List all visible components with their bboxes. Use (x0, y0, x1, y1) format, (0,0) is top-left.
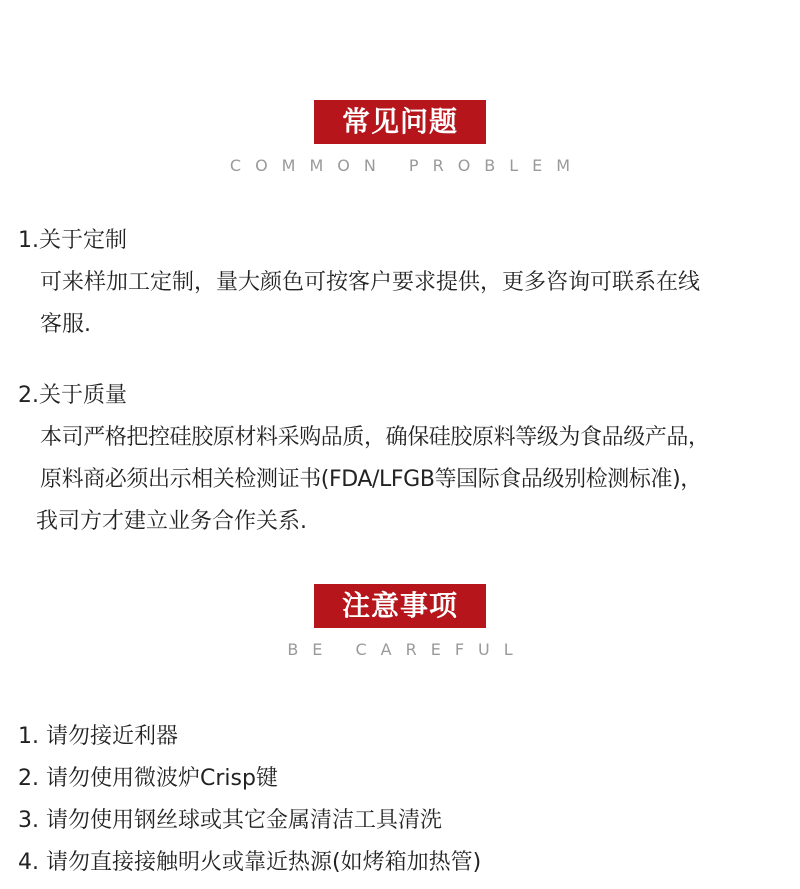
faq-answer-line: 可来样加工定制，量大颜色可按客户要求提供，更多咨询可联系在线 (40, 270, 701, 295)
faq-question-heading: 2.关于质量 (18, 383, 127, 408)
notice-item: 3. 请勿使用钢丝球或其它金属清洁工具清洗 (18, 808, 442, 833)
faq-section-header (0, 100, 800, 175)
faq-question-heading: 1.关于定制 (18, 228, 127, 253)
faq-item-customization (18, 220, 700, 346)
faq-answer-line: 我司方才建立业务合作关系. (36, 509, 307, 534)
notice-item: 4. 请勿直接接触明火或靠近热源(如烤箱加热管) (18, 850, 482, 875)
faq-answer-line: 原料商必须出示相关检测证书(FDA/LFGB等国际食品级别检测标准)， (40, 467, 702, 492)
notice-item: 1. 请勿接近利器 (18, 724, 178, 749)
notice-subtitle: BE CAREFUL (287, 640, 527, 659)
notice-section-header (0, 584, 800, 659)
faq-subtitle: COMMON PROBLEM (229, 156, 585, 175)
faq-item-quality (18, 375, 710, 543)
faq-title: 常见问题 (314, 100, 486, 144)
notice-title: 注意事项 (314, 584, 486, 628)
faq-answer-line: 本司严格把控硅胶原材料采购品质，确保硅胶原料等级为食品级产品， (40, 425, 710, 450)
notice-list (18, 716, 481, 884)
notice-item: 2. 请勿使用微波炉Crisp键 (18, 766, 278, 791)
faq-answer-line: 客服. (40, 312, 91, 337)
